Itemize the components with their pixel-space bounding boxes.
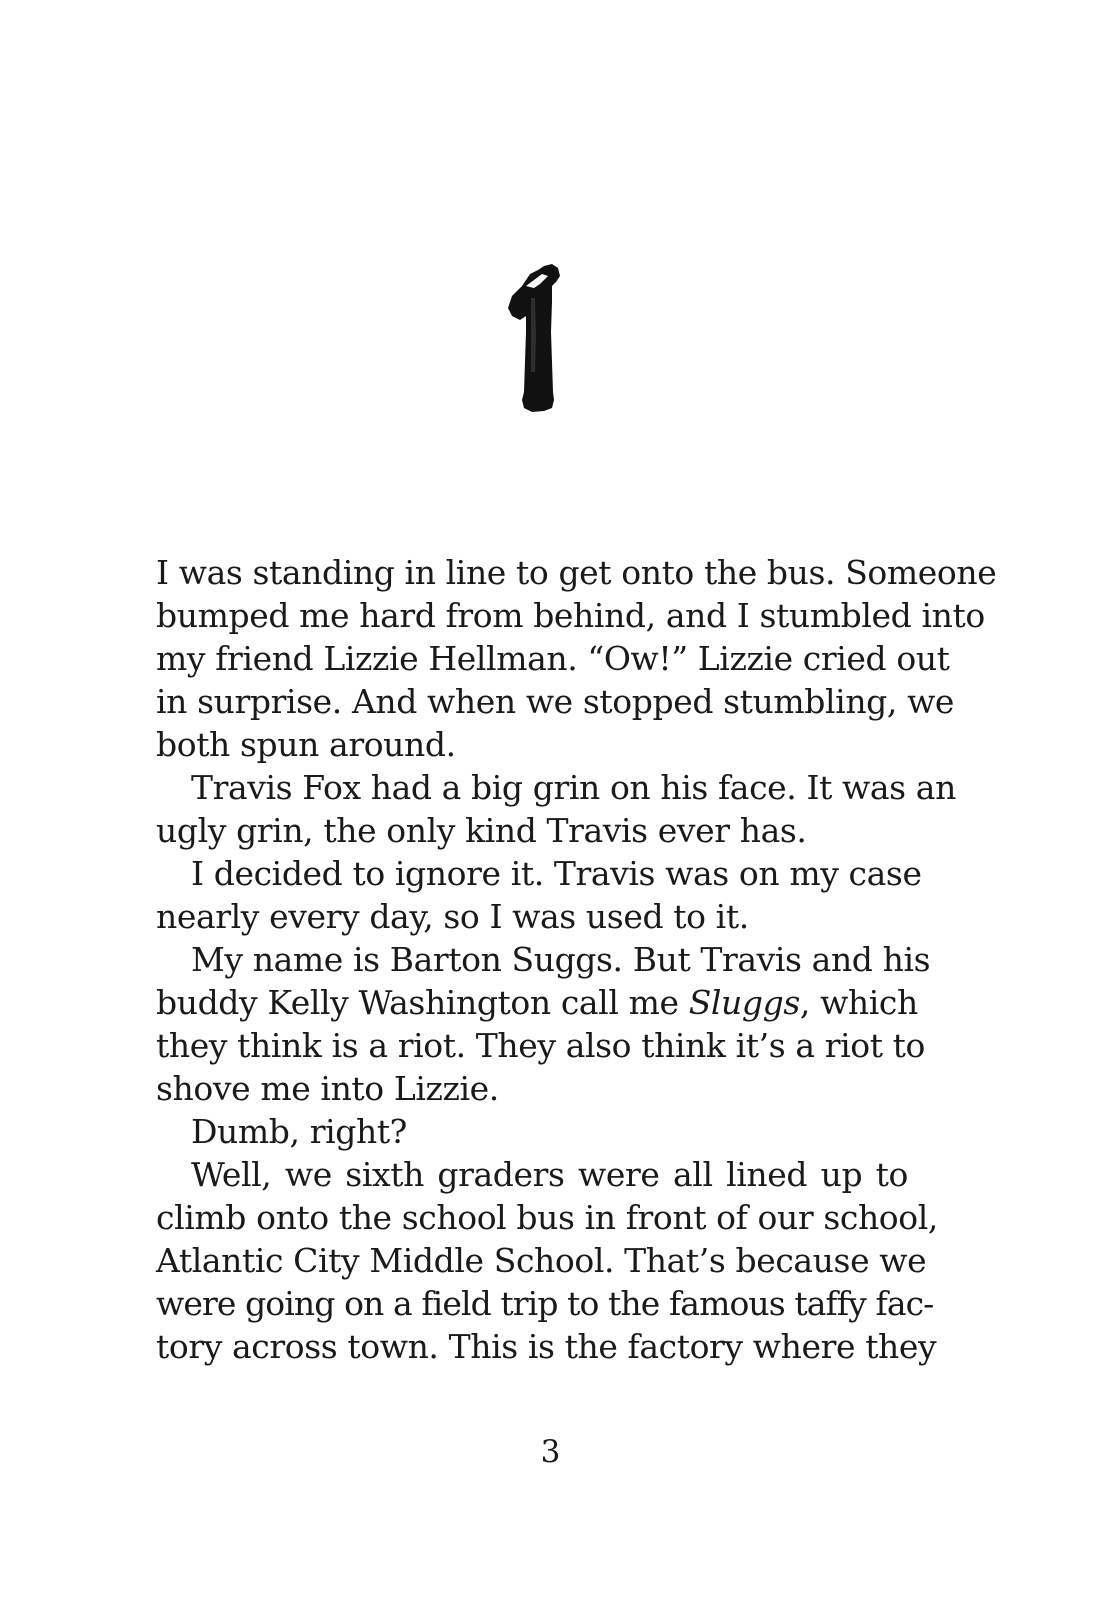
page-number: 3 [540, 1434, 561, 1470]
text-line: I was standing in line to get onto the bus. Someone [156, 553, 997, 592]
text-line: bumped me hard from behind, and I stumbled into [156, 596, 985, 635]
text-line: Dumb, right? [191, 1112, 407, 1151]
text-line: ugly grin, the only kind Travis ever has. [156, 811, 807, 850]
text-line: climb onto the school bus in front of our school, [156, 1198, 938, 1237]
text-line: Travis Fox had a big grin on his face. It was an [191, 768, 956, 807]
text-line: I decided to ignore it. Travis was on my case [191, 854, 922, 893]
chapter-number-glyph [500, 262, 572, 414]
text-line: shove me into Lizzie. [156, 1069, 499, 1108]
text-line: Atlantic City Middle School. That’s because we [156, 1241, 927, 1280]
nickname-emphasis: Sluggs [688, 983, 800, 1022]
text-line: My name is Barton Suggs. But Travis and his [191, 940, 931, 979]
text-line: my friend Lizzie Hellman. “Ow!” Lizzie cried out [156, 639, 950, 678]
text-line [156, 981, 918, 1024]
text-run: buddy Kelly Washington call me [156, 983, 689, 1022]
text-line: Well, we sixth graders were all lined up to [191, 1155, 908, 1194]
text-line: they think is a riot. They also think it’s a riot to [156, 1026, 925, 1065]
text-line: were going on a field trip to the famous taffy fac- [156, 1284, 934, 1323]
text-line: in surprise. And when we stopped stumbling, we [156, 682, 955, 721]
text-line: tory across town. This is the factory where they [156, 1327, 937, 1366]
chapter-body [156, 551, 997, 1368]
text-line: both spun around. [156, 725, 456, 764]
chapter-number [500, 262, 572, 414]
text-run: , which [799, 983, 918, 1022]
text-line: nearly every day, so I was used to it. [156, 897, 749, 936]
